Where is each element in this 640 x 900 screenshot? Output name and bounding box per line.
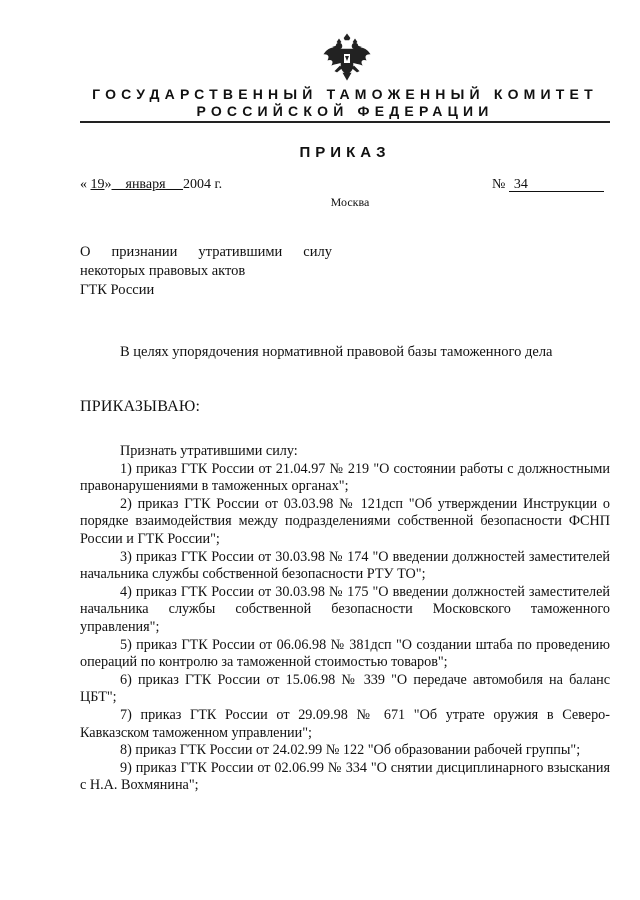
list-item: 2) приказ ГТК России от 03.03.98 № 121дсп "Об утверждении Инструкции о порядке взаимодействия между подразделениями собственной безопасности ФСНП России и ГТК России"; (80, 495, 610, 547)
subject-line: ГТК России (80, 282, 155, 298)
document-type-title: ПРИКАЗ (299, 144, 391, 161)
order-number (492, 177, 604, 193)
list-item: 6) приказ ГТК России от 15.06.98 № 339 "О передаче автомобиля на баланс ЦБТ"; (80, 671, 610, 706)
list-item: 7) приказ ГТК России от 29.09.98 № 671 "Об утрате оружия в Северо-Кавказском таможенном управлении"; (80, 706, 610, 741)
list-item: 4) приказ ГТК России от 30.03.98 № 175 "О введении должностей заместителей начальника службы собственной безопасности Московского таможенного управления"; (80, 583, 610, 635)
number-value: 34 (509, 178, 604, 192)
date-open-quote: « (80, 177, 87, 192)
date-year: 2004 г. (183, 177, 223, 192)
organization-name-line2: РОССИЙСКОЙ ФЕДЕРАЦИИ (196, 103, 494, 119)
list-item: 5) приказ ГТК России от 06.06.98 № 381дсп "О создании штаба по проведению операций по контролю за таможенной стоимостью товаров"; (80, 636, 610, 671)
city: Москва (330, 195, 370, 209)
double-headed-eagle-emblem-icon (322, 32, 372, 82)
list-item: 3) приказ ГТК России от 30.03.98 № 174 "О введении должностей заместителей начальника службы собственной безопасности РТУ ТО"; (80, 548, 610, 583)
order-subject (80, 243, 332, 300)
subject-line: некоторых правовых актов (80, 263, 246, 279)
order-directive: ПРИКАЗЫВАЮ: (80, 398, 201, 415)
list-item: 9) приказ ГТК России от 02.06.99 № 334 "О снятии дисциплинарного взыскания с Н.А. Вохмянина"; (80, 759, 610, 794)
body-lead: Признать утратившими силу: (120, 443, 298, 459)
order-body (80, 443, 610, 795)
organization-name-line1: ГОСУДАРСТВЕННЫЙ ТАМОЖЕННЫЙ КОМИТЕТ (92, 86, 598, 102)
subject-line: О признании утратившими силу (80, 244, 332, 260)
order-date (80, 177, 222, 193)
list-item: 8) приказ ГТК России от 24.02.99 № 122 "Об образовании рабочей группы"; (120, 742, 581, 759)
date-month: января (125, 177, 166, 192)
date-close-quote: » (104, 177, 112, 192)
list-item: 1) приказ ГТК России от 21.04.97 № 219 "О состоянии работы с должностными правонарушениями в таможенных органах"; (80, 460, 610, 495)
header-divider (80, 121, 610, 123)
date-day: 19 (90, 177, 105, 192)
preamble: В целях упорядочения нормативной правовой базы таможенного дела (120, 344, 553, 360)
number-label: № (492, 177, 506, 192)
